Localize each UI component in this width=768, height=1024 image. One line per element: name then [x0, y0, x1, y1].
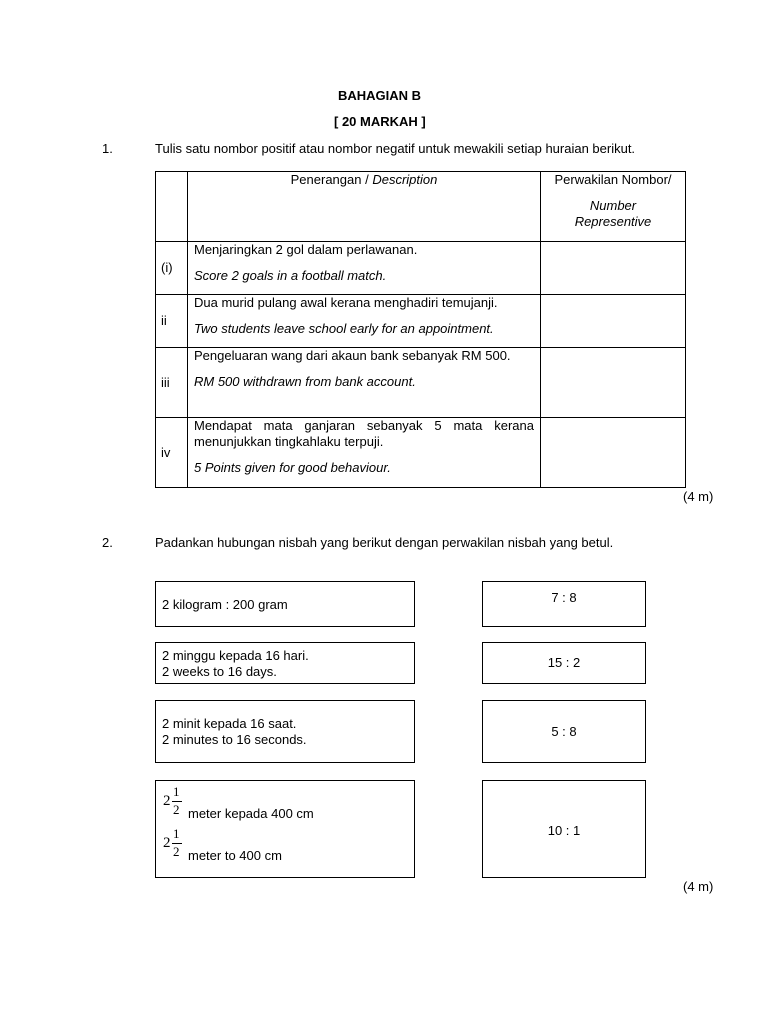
row-label: iv [156, 418, 188, 488]
ratio-statement-box[interactable] [155, 700, 415, 763]
statement-line: 2 kilogram : 200 gram [162, 597, 288, 612]
row-english: 5 Points given for good behaviour. [194, 460, 391, 475]
table-row [156, 348, 686, 418]
row-malay: Dua murid pulang awal kerana menghadiri temujanji. [194, 295, 498, 310]
section-title: BAHAGIAN B [338, 88, 422, 103]
statement-line: 2 minggu kepada 16 hari. [162, 648, 309, 663]
header-desc-cell [188, 172, 541, 242]
row-desc-cell [188, 295, 541, 348]
row-answer-cell[interactable] [541, 295, 686, 348]
row-malay: Pengeluaran wang dari akaun bank sebanyak RM 500. [194, 348, 511, 363]
ratio-value: 5 : 8 [551, 724, 577, 739]
fraction-whole: 2 [163, 835, 171, 851]
row-english: Two students leave school early for an appointment. [194, 321, 494, 336]
ratio-value: 15 : 2 [547, 655, 581, 670]
ratio-value: 7 : 8 [551, 590, 577, 605]
row-malay: Menjaringkan 2 gol dalam perlawanan. [194, 242, 418, 257]
fraction-numerator: 1 [173, 784, 180, 799]
row-answer-cell[interactable] [541, 242, 686, 295]
q1-table [155, 171, 686, 488]
fraction-whole: 2 [163, 793, 171, 809]
header-num-cell [156, 172, 188, 242]
row-label: ii [156, 295, 188, 348]
q1-instruction: Tulis satu nombor positif atau nombor negatif untuk mewakili setiap huraian berikut. [155, 141, 636, 156]
row-answer-cell[interactable] [541, 348, 686, 418]
statement-line: 2 minit kepada 16 saat. [162, 716, 297, 731]
table-row [156, 295, 686, 348]
q2-instruction: Padankan hubungan nisbah yang berikut dengan perwakilan nisbah yang betul. [155, 535, 614, 550]
ratio-value: 10 : 1 [547, 823, 581, 838]
row-label: (i) [156, 242, 188, 295]
ratio-answer-box[interactable] [482, 780, 646, 878]
q2-marks: (4 m) [683, 879, 714, 894]
row-answer-cell[interactable] [541, 418, 686, 488]
table-row [156, 418, 686, 488]
row-malay: Mendapat mata ganjaran sebanyak 5 mata kerana menunjukkan tingkahlaku terpuji. [194, 418, 534, 449]
fraction-numerator: 1 [173, 826, 180, 841]
row-desc-cell [188, 348, 541, 418]
ratio-answer-box[interactable] [482, 642, 646, 684]
fraction-denominator: 2 [173, 802, 180, 817]
row-desc-cell [188, 242, 541, 295]
header-desc-malay: Penerangan / [290, 172, 373, 187]
ratio-statement-box[interactable] [155, 581, 415, 627]
ratio-statement-box[interactable] [155, 642, 415, 684]
statement-line: meter to 400 cm [188, 848, 282, 863]
table-row [156, 242, 686, 295]
q1-number: 1. [102, 141, 113, 156]
ratio-answer-box[interactable] [482, 700, 646, 763]
q1-marks: (4 m) [683, 489, 714, 504]
row-desc-cell [188, 418, 541, 488]
header-rep-cell [541, 172, 686, 242]
row-label: iii [156, 348, 188, 418]
header-rep-english-1: Number [589, 198, 637, 213]
statement-line: 2 minutes to 16 seconds. [162, 732, 307, 747]
table-header-row [156, 172, 686, 242]
header-desc-english: Description [372, 172, 438, 187]
ratio-answer-box[interactable] [482, 581, 646, 627]
statement-line: meter kepada 400 cm [188, 806, 314, 821]
row-english: Score 2 goals in a football match. [194, 268, 387, 283]
row-english: RM 500 withdrawn from bank account. [194, 374, 416, 389]
header-rep-malay: Perwakilan Nombor/ [554, 172, 672, 187]
fraction-denominator: 2 [173, 844, 180, 859]
section-marks: [ 20 MARKAH ] [334, 114, 426, 129]
q2-number: 2. [102, 535, 113, 550]
header-rep-english-2: Representive [574, 214, 652, 229]
ratio-statement-box[interactable] [155, 780, 415, 878]
statement-line: 2 weeks to 16 days. [162, 664, 277, 679]
